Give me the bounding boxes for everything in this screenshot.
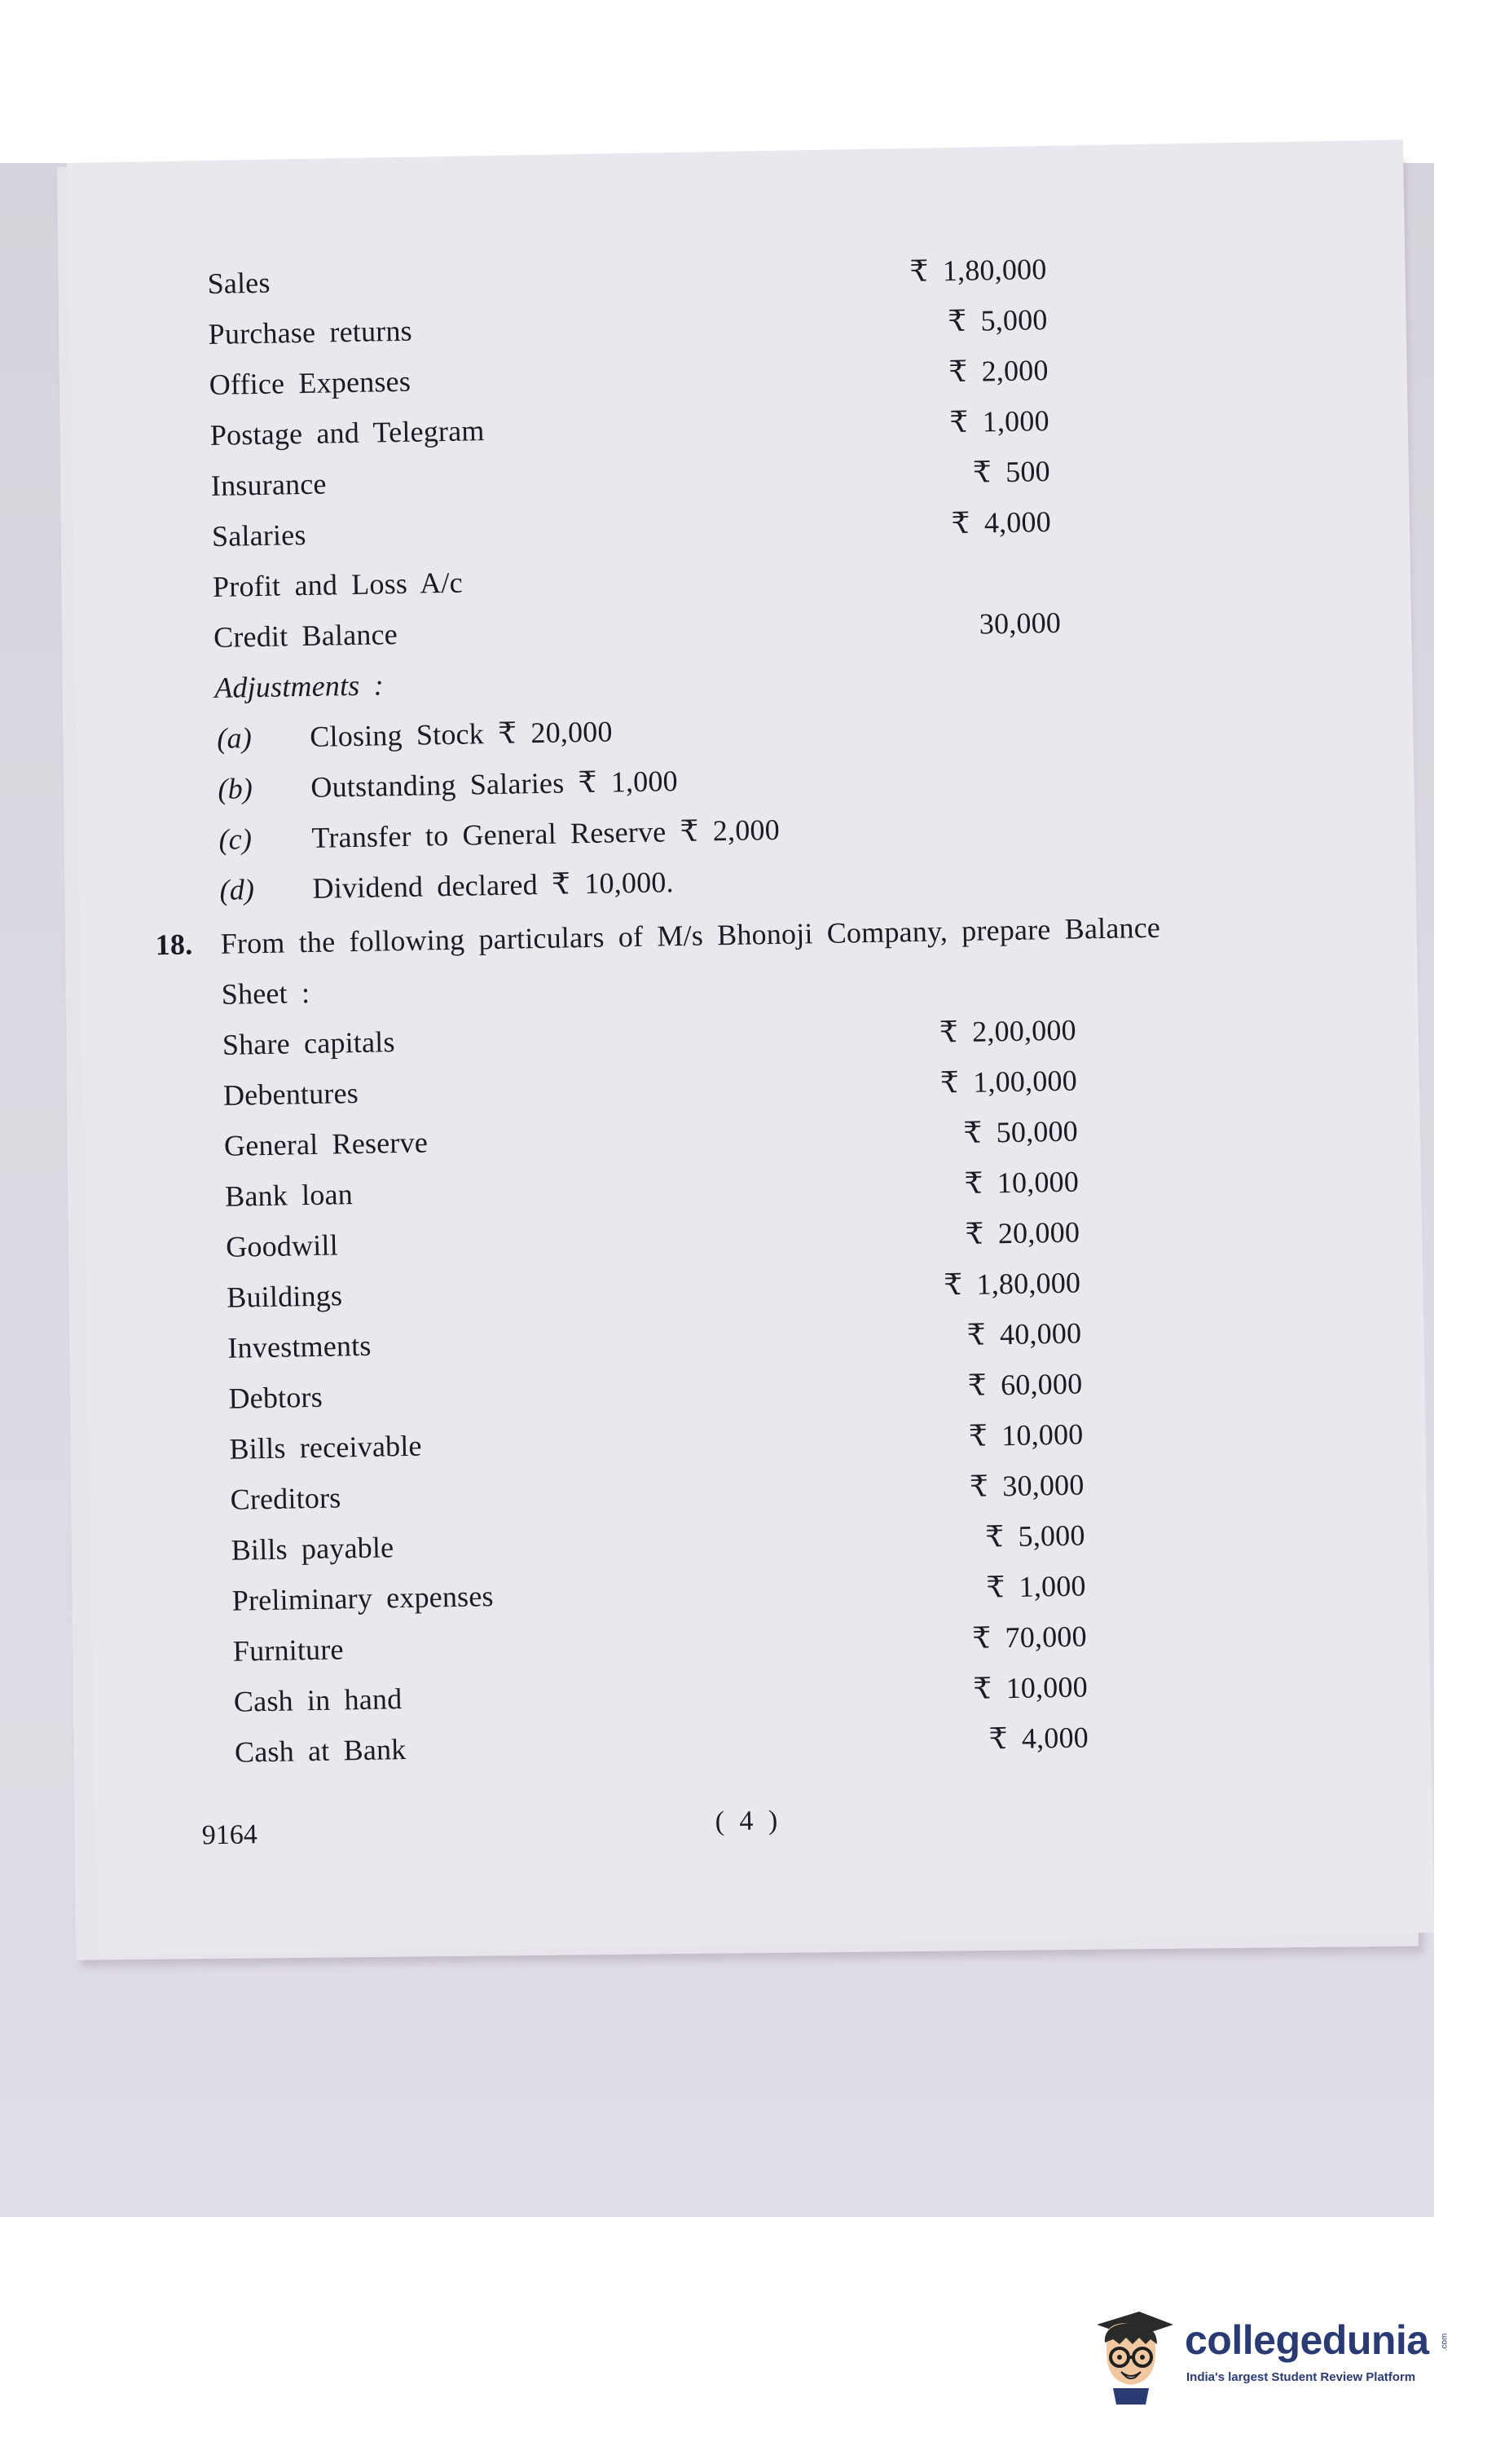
item-label: Purchase returns bbox=[208, 314, 413, 350]
item-label: Preliminary expenses bbox=[231, 1580, 495, 1617]
adjustment-text: Transfer to General Reserve ₹ 2,000 bbox=[311, 813, 781, 854]
item-label: Profit and Loss A/c bbox=[212, 566, 464, 603]
question-text-continued: Sheet : bbox=[221, 976, 310, 1011]
item-label: Postage and Telegram bbox=[209, 414, 485, 452]
adjustment-letter: (b) bbox=[218, 772, 253, 805]
item-amount: ₹ 60,000 bbox=[967, 1367, 1083, 1402]
brand-suffix: .com bbox=[1440, 2333, 1450, 2352]
item-amount: ₹ 2,00,000 bbox=[939, 1013, 1077, 1049]
adjustment-letter: (d) bbox=[219, 873, 255, 906]
item-label: Bills receivable bbox=[229, 1429, 423, 1466]
exam-page bbox=[67, 139, 1434, 1955]
page-number: ( 4 ) bbox=[715, 1805, 778, 1837]
item-amount: ₹ 1,000 bbox=[949, 404, 1050, 439]
item-label: Investments bbox=[227, 1329, 372, 1364]
item-amount: ₹ 40,000 bbox=[966, 1316, 1082, 1351]
item-amount: ₹ 2,000 bbox=[948, 354, 1049, 389]
item-label: Credit Balance bbox=[213, 618, 398, 654]
mascot-icon bbox=[1089, 2307, 1178, 2404]
question-text: From the following particulars of M/s Bhonoji Company, prepare Balance bbox=[220, 910, 1161, 960]
item-amount: ₹ 20,000 bbox=[965, 1215, 1080, 1250]
item-label: Salaries bbox=[211, 518, 306, 553]
item-amount: ₹ 50,000 bbox=[963, 1114, 1079, 1149]
question-number: 18. bbox=[155, 928, 193, 962]
adjustment-text: Dividend declared ₹ 10,000. bbox=[312, 866, 675, 905]
item-amount: ₹ 70,000 bbox=[971, 1620, 1088, 1655]
item-label: Sales bbox=[207, 266, 271, 301]
item-amount: ₹ 5,000 bbox=[947, 303, 1048, 338]
item-amount: ₹ 500 bbox=[972, 454, 1051, 489]
item-label: Debentures bbox=[222, 1076, 359, 1112]
item-label: Bills payable bbox=[231, 1531, 394, 1567]
item-amount: ₹ 4,000 bbox=[988, 1721, 1089, 1756]
item-amount: ₹ 1,000 bbox=[986, 1569, 1087, 1604]
item-label: Buildings bbox=[226, 1279, 343, 1314]
adjustment-letter: (c) bbox=[218, 822, 253, 856]
item-label: Office Expenses bbox=[209, 364, 411, 401]
item-label: Creditors bbox=[230, 1481, 341, 1516]
item-label: Furniture bbox=[232, 1633, 345, 1668]
item-amount: ₹ 10,000 bbox=[964, 1165, 1080, 1200]
adjustment-letter: (a) bbox=[216, 721, 253, 755]
item-label: Share capitals bbox=[222, 1025, 395, 1061]
item-amount: ₹ 4,000 bbox=[951, 505, 1052, 540]
item-label: Insurance bbox=[210, 467, 327, 502]
item-label: General Reserve bbox=[223, 1126, 429, 1162]
item-label: Cash in hand bbox=[233, 1682, 403, 1718]
adjustments-heading-text: Adjustments : bbox=[213, 668, 385, 704]
paper-code: 9164 bbox=[201, 1819, 258, 1851]
item-label: Cash at Bank bbox=[234, 1733, 407, 1769]
item-amount: ₹ 1,00,000 bbox=[939, 1064, 1078, 1100]
brand-name: collegedunia bbox=[1185, 2317, 1429, 2363]
brand-tagline: India's largest Student Review Platform bbox=[1186, 2370, 1416, 2384]
item-label: Goodwill bbox=[225, 1228, 339, 1263]
adjustment-text: Outstanding Salaries ₹ 1,000 bbox=[310, 765, 679, 804]
item-label: Debtors bbox=[228, 1380, 323, 1415]
adjustment-text: Closing Stock ₹ 20,000 bbox=[309, 715, 613, 753]
item-amount: ₹ 10,000 bbox=[972, 1670, 1089, 1705]
item-label: Bank loan bbox=[224, 1178, 354, 1213]
item-amount: ₹ 1,80,000 bbox=[909, 253, 1047, 288]
item-amount: ₹ 30,000 bbox=[969, 1468, 1085, 1503]
brand-logo bbox=[1089, 2307, 1463, 2404]
item-amount: ₹ 5,000 bbox=[984, 1519, 1085, 1554]
item-amount: ₹ 10,000 bbox=[968, 1417, 1084, 1452]
item-amount: 30,000 bbox=[979, 606, 1062, 641]
item-amount: ₹ 1,80,000 bbox=[943, 1266, 1081, 1302]
